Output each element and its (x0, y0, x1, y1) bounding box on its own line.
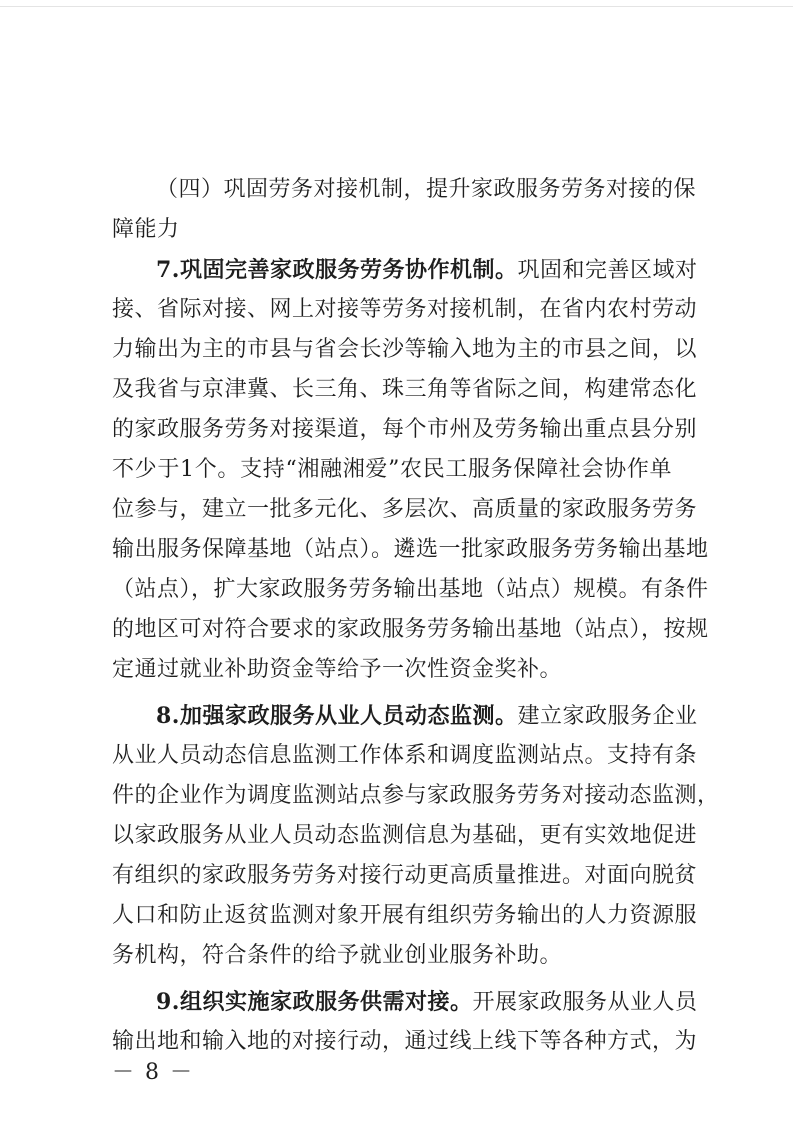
paragraph-line: 以家政服务从业人员动态监测信息为基础，更有实效地促进 (112, 823, 698, 848)
paragraph-line: 位参与，建立一批多元化、多层次、高质量的家政服务劳务 (112, 497, 698, 522)
paragraph-line: 的地区可对符合要求的家政服务劳务输出基地（站点），按规 (112, 617, 709, 642)
paragraph-8-text: 建立家政服务企业 (517, 704, 698, 729)
paragraph-line: 务机构，符合条件的给予就业创业服务补助。 (112, 943, 563, 968)
paragraph-line: 人口和防止返贫监测对象开展有组织劳务输出的人力资源服 (112, 903, 698, 928)
paragraph-line: 从业人员动态信息监测工作体系和调度监测站点。支持有条 (112, 743, 698, 768)
page-number: － 8 － (112, 1060, 194, 1085)
paragraph-line: 输出地和输入地的对接行动，通过线上线下等各种方式，为 (112, 1029, 698, 1054)
paragraph-line: 定通过就业补助资金等给予一次性资金奖补。 (112, 657, 563, 682)
paragraph-8-title: 8.加强家政服务从业人员动态监测。 (156, 703, 518, 729)
paragraph-line: 输出服务保障基地（站点）。遴选一批家政服务劳务输出基地 (112, 537, 709, 562)
paragraph-line: 接、省际对接、网上对接等劳务对接机制，在省内农村劳动 (112, 297, 698, 322)
paragraph-9-text: 开展家政服务从业人员 (472, 990, 698, 1015)
section-heading-line-2: 障能力 (112, 217, 180, 242)
paragraph-9-title: 9.组织实施家政服务供需对接。 (156, 989, 473, 1015)
paragraph-7-text: 巩固和完善区域对 (517, 258, 698, 283)
document-body (112, 170, 720, 1062)
paragraph-7-first-line (112, 250, 698, 290)
paragraph-line: 有组织的家政服务劳务对接行动更高质量推进。对面向脱贫 (112, 863, 698, 888)
paragraph-line: 及我省与京津冀、长三角、珠三角等省际之间，构建常态化 (112, 377, 698, 402)
paragraph-line: （站点），扩大家政服务劳务输出基地（站点）规模。有条件 (112, 577, 709, 602)
paragraph-9 (112, 982, 698, 1062)
paragraph-line: 件的企业作为调度监测站点参与家政服务劳务对接动态监测， (112, 783, 720, 808)
paragraph-9-first-line (112, 982, 698, 1022)
paragraph-7-title: 7.巩固完善家政服务劳务协作机制。 (156, 257, 518, 283)
paragraph-line: 力输出为主的市县与省会长沙等输入地为主的市县之间，以 (112, 337, 698, 362)
paragraph-7 (112, 250, 709, 690)
section-heading-line-1: （四）巩固劳务对接机制，提升家政服务劳务对接的保 (156, 177, 697, 202)
paragraph-line: 不少于1个。支持“湘融湘爱”农民工服务保障社会协作单 (112, 457, 672, 482)
paragraph-8-first-line (112, 696, 698, 736)
paragraph-8 (112, 696, 720, 976)
scan-edge-line (0, 6, 793, 7)
paragraph-line: 的家政服务劳务对接渠道，每个市州及劳务输出重点县分别 (112, 417, 698, 442)
